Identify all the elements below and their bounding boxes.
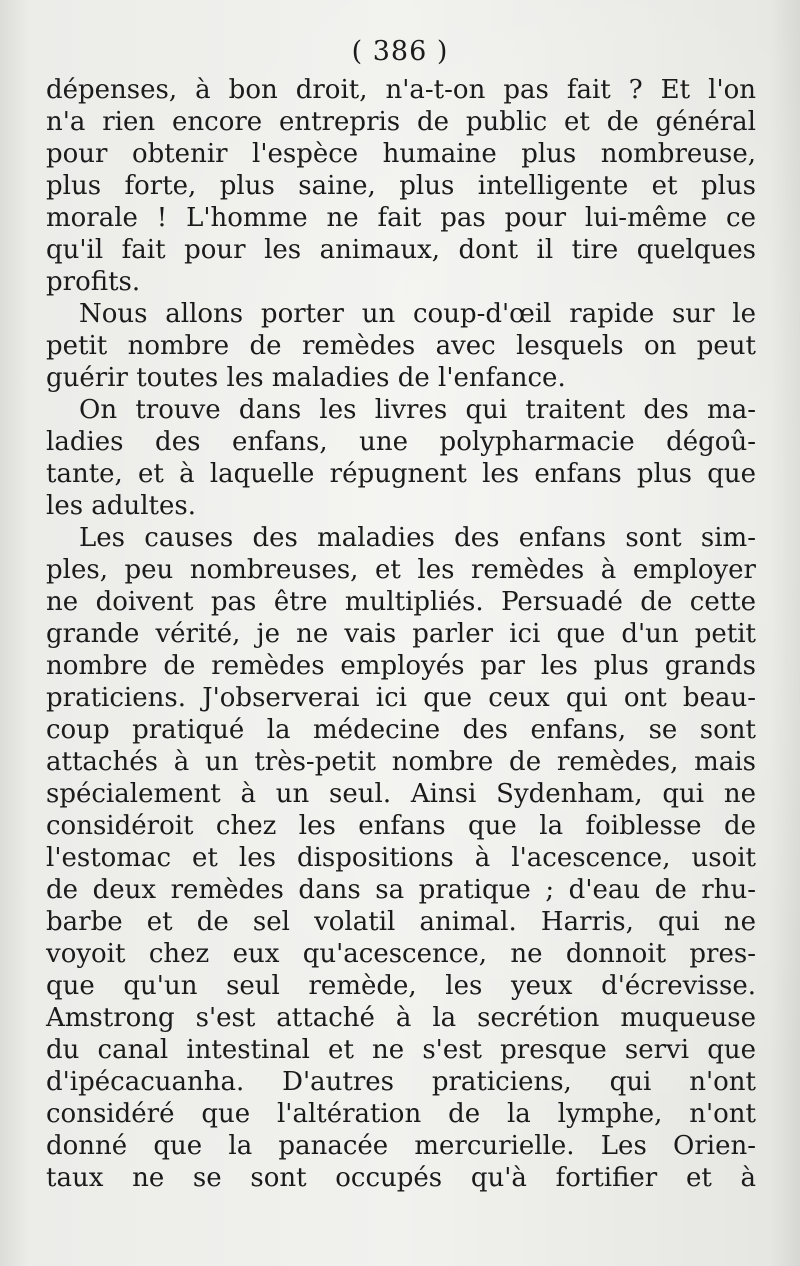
text-line: voyoit chez eux qu'acescence, ne donnoit pres- — [46, 939, 756, 969]
text-line: Amstrong s'est attaché à la secrétion muqueuse — [46, 1003, 756, 1033]
text-line: petit nombre de remèdes avec lesquels on peut — [46, 331, 756, 361]
text-line: plus forte, plus saine, plus intelligente et plus — [46, 171, 756, 201]
text-line: profits. — [46, 267, 141, 297]
text-line: tante, et à laquelle répugnent les enfans plus que — [46, 459, 756, 489]
text-line: qu'il fait pour les animaux, dont il tire quelques — [46, 235, 756, 265]
text-line: dépenses, à bon droit, n'a-t-on pas fait ? Et l'on — [46, 75, 756, 105]
text-line: que qu'un seul remède, les yeux d'écrevisse. — [46, 971, 756, 1001]
text-line: du canal intestinal et ne s'est presque servi que — [46, 1035, 756, 1065]
text-line: ples, peu nombreuses, et les remèdes à employer — [46, 555, 756, 585]
text-line: ne doivent pas être multipliés. Persuadé de cette — [46, 587, 756, 617]
text-line: praticiens. J'observerai ici que ceux qui ont beau- — [46, 683, 756, 713]
text-line: Nous allons porter un coup-d'œil rapide sur le — [79, 299, 756, 329]
text-line: Les causes des maladies des enfans sont sim- — [79, 523, 756, 553]
text-line: On trouve dans les livres qui traitent des ma- — [79, 395, 756, 425]
text-line: morale ! L'homme ne fait pas pour lui-même ce — [46, 203, 756, 233]
page-number: ( 386 ) — [351, 36, 449, 67]
text-line: nombre de remèdes employés par les plus grands — [46, 651, 756, 681]
text-line: l'estomac et les dispositions à l'acescence, usoit — [46, 843, 756, 873]
text-line: considéroit chez les enfans que la foiblesse de — [46, 811, 756, 841]
text-line: considéré que l'altération de la lymphe, n'ont — [46, 1099, 756, 1129]
text-line: ladies des enfans, une polypharmacie dégoû- — [46, 427, 756, 457]
text-line: les adultes. — [46, 491, 196, 521]
text-line: n'a rien encore entrepris de public et de général — [46, 107, 756, 137]
body-text — [46, 74, 756, 1194]
text-line: taux ne se sont occupés qu'à fortifier et à — [46, 1163, 756, 1193]
text-line: guérir toutes les maladies de l'enfance. — [46, 363, 566, 393]
text-line: spécialement à un seul. Ainsi Sydenham, qui ne — [46, 779, 756, 809]
text-line: coup pratiqué la médecine des enfans, se sont — [46, 715, 756, 745]
text-line: pour obtenir l'espèce humaine plus nombreuse, — [46, 139, 756, 169]
text-line: de deux remèdes dans sa pratique ; d'eau de rhu- — [46, 875, 756, 905]
text-line: barbe et de sel volatil animal. Harris, qui ne — [46, 907, 756, 937]
text-line: d'ipécacuanha. D'autres praticiens, qui n'ont — [46, 1067, 756, 1097]
text-line: attachés à un très-petit nombre de remèdes, mais — [46, 747, 756, 777]
text-line: grande vérité, je ne vais parler ici que d'un petit — [46, 619, 756, 649]
text-line: donné que la panacée mercurielle. Les Orien- — [46, 1131, 756, 1161]
